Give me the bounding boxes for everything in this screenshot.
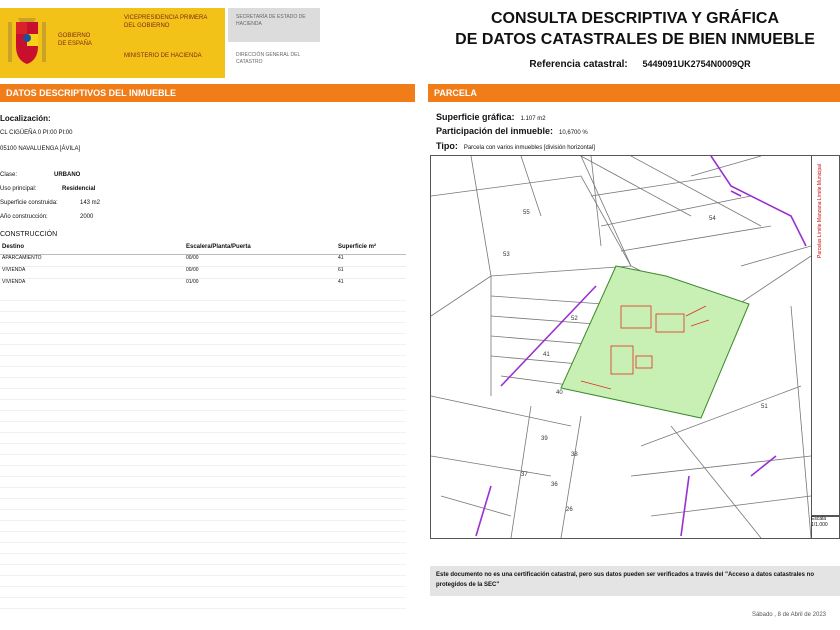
cell-destino: VIVIENDA — [2, 279, 26, 285]
map-canvas — [431, 156, 811, 538]
lot-label: 55 — [523, 210, 530, 216]
table-header — [0, 244, 406, 255]
lot-label: 54 — [709, 216, 716, 222]
cell-destino: APARCAMIENTO — [2, 255, 42, 261]
reference-line — [440, 59, 840, 70]
cell-superficie: 61 — [338, 267, 344, 273]
uso-label: Uso principal: — [0, 186, 37, 192]
col-destino: Destino — [2, 244, 25, 250]
lot-label: 36 — [551, 482, 558, 488]
parcela-header: PARCELA — [428, 84, 840, 102]
tipo — [436, 136, 595, 154]
lot-label: 53 — [503, 252, 510, 258]
localizacion-label: Localización: — [0, 114, 51, 123]
gov-name — [58, 32, 92, 48]
construccion-title: CONSTRUCCIÓN — [0, 231, 58, 238]
cadastral-map[interactable] — [430, 155, 812, 539]
ministerio-label: MINISTERIO DE HACIENDA — [124, 53, 202, 59]
cell-destino: VIVIENDA — [2, 267, 26, 273]
ref-label: Referencia catastral: — [529, 59, 628, 70]
disclaimer-note: Este documento no es una certificación catastral, pero sus datos pueden ser verificados a través del "Acceso a datos catastrales no protegidos de la SEC" — [430, 566, 840, 596]
cell-escalera: 00/00 — [186, 255, 199, 261]
secretaria-label: SECRETARÍA DE ESTADO DE HACIENDA — [236, 14, 306, 27]
address-line-2: 05100 NAVALUENGA [ÁVILA] — [0, 146, 81, 152]
superficie-value: 143 m2 — [80, 200, 101, 206]
map-legend-text: Parcelas Límite Manzana Límite Municipal — [817, 164, 823, 258]
tipo-value: Parcela con varios inmuebles [división horizontal] — [463, 145, 595, 151]
title-line-2: DE DATOS CATASTRALES DE BIEN INMUEBLE — [455, 31, 815, 48]
map-legend-strip — [811, 155, 840, 517]
table-empty-rows — [0, 290, 406, 610]
participacion-label: Participación del inmueble: — [436, 126, 554, 136]
cell-superficie: 41 — [338, 279, 344, 285]
participacion-value: 10,6700 % — [559, 130, 588, 136]
scale-label: Escala 1/1.000 — [811, 516, 828, 528]
title-line-1: CONSULTA DESCRIPTIVA Y GRÁFICA — [490, 10, 779, 27]
construction-table — [0, 244, 406, 291]
address-line-1: CL CIGÜEÑA 0 PI:00 PI:00 — [0, 130, 73, 136]
lot-label: 52 — [571, 316, 578, 322]
lot-label: 51 — [761, 404, 768, 410]
lot-label: 41 — [543, 352, 550, 358]
lot-label: 39 — [541, 436, 548, 442]
highlighted-parcel — [561, 266, 749, 418]
clase-value: URBANO — [54, 172, 81, 178]
coat-of-arms-icon — [6, 16, 48, 66]
lot-label: 26 — [566, 507, 573, 513]
superficie-grafica-label: Superficie gráfica: — [436, 112, 515, 122]
lot-label: 40 — [556, 390, 563, 396]
table-row — [0, 255, 406, 267]
anio-value: 2000 — [80, 214, 94, 220]
cell-escalera: 00/00 — [186, 267, 199, 273]
tipo-label: Tipo: — [436, 141, 458, 151]
lot-label: 37 — [521, 472, 528, 478]
descriptive-data-header: DATOS DESCRIPTIVOS DEL INMUEBLE — [0, 84, 415, 102]
lot-label: 38 — [571, 452, 578, 458]
superficie-grafica-value: 1.107 m2 — [520, 116, 546, 122]
vicepresidencia-label: VICEPRESIDENCIA PRIMERA DEL GOBIERNO — [124, 15, 208, 29]
cell-escalera: 01/00 — [186, 279, 199, 285]
clase-label: Clase: — [0, 172, 18, 178]
map-scale — [811, 515, 840, 539]
col-escalera: Escalera/Planta/Puerta — [186, 244, 251, 250]
gov-line-2: DE ESPAÑA — [58, 41, 92, 47]
col-superficie: Superficie m² — [338, 244, 377, 250]
page-title — [430, 8, 840, 50]
cell-superficie: 41 — [338, 255, 344, 261]
superficie-label: Superficie construida: — [0, 200, 58, 206]
footer-date: Sábado , 8 de Abril de 2023 — [751, 612, 826, 618]
table-row — [0, 267, 406, 279]
uso-value: Residencial — [62, 186, 96, 192]
gov-line-1: GOBIERNO — [58, 33, 91, 39]
direccion-label: DIRECCIÓN GENERAL DEL CATASTRO — [236, 52, 301, 65]
ref-value: 5449091UK2754N0009QR — [642, 59, 751, 69]
anio-label: Año construcción: — [0, 214, 48, 220]
